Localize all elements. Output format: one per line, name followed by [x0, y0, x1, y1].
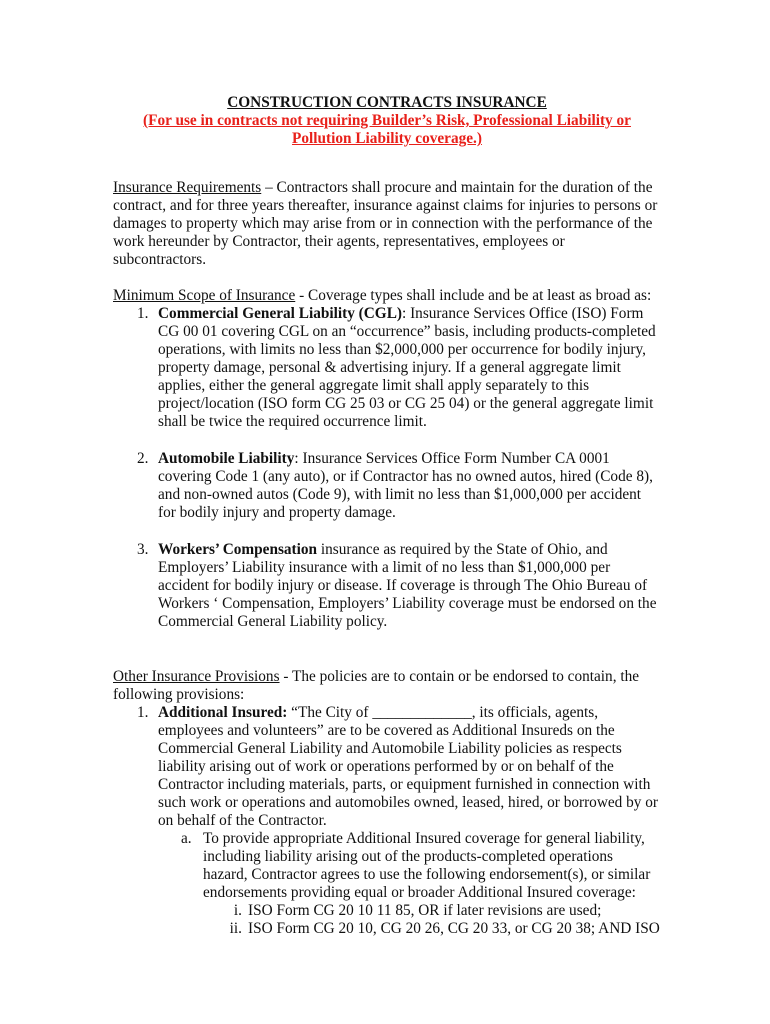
- document-title: CONSTRUCTION CONTRACTS INSURANCE: [227, 94, 547, 111]
- minimum-scope-paragraph: [113, 287, 661, 305]
- roman-numeral: ii.: [229, 920, 242, 937]
- list-item: [113, 450, 661, 522]
- list-item-text: : Insurance Services Office Form Number CA 0001 covering Code 1 (any auto), or if Contractor has no owned autos, hired (Code 8), and non-owned autos (Code 9), with limit no less than $1,000,000 per accident for bodily injury and property damage.: [158, 450, 653, 521]
- list-item-number: 1.: [137, 305, 149, 322]
- other-provisions-heading: Other Insurance Provisions: [113, 668, 280, 685]
- list-item-text: insurance as required by the State of Ohio, and Employers’ Liability insurance with a limit of no less than $1,000,000 per accident for bodily injury or disease. If coverage is through The Ohio Bureau of Workers ‘ Compensation, Employers’ Liability coverage must be endorsed on the Commercial General Liability policy.: [158, 541, 657, 630]
- other-provisions-paragraph: [113, 668, 661, 704]
- list-item-number: 1.: [137, 704, 149, 721]
- list-item: [113, 305, 661, 431]
- coverage-types-list: [113, 305, 661, 631]
- list-item-title: Additional Insured:: [158, 704, 288, 721]
- insurance-requirements-paragraph: [113, 179, 661, 269]
- roman-numeral: i.: [233, 902, 242, 919]
- document-subtitle: (For use in contracts not requiring Builder’s Risk, Professional Liability or Pollution Liability coverage.): [143, 112, 631, 147]
- list-item: [113, 704, 661, 938]
- list-item-title: Workers’ Compensation: [158, 541, 318, 558]
- list-item-text: “The City of _____________, its officials, agents, employees and volunteers” are to be covered as Additional Insureds on the Commercial General Liability and Automobile Liability policies as respects liability arising out of work or operations performed by or on behalf of the Contractor including materials, parts, or equipment furnished in connection with such work or operations and automobiles owned, leased, hired, or borrowed by or on behalf of the Contractor.: [158, 704, 658, 829]
- sub-list-text: To provide appropriate Additional Insured coverage for general liability, including liability arising out of the products-completed operations hazard, Contractor agrees to use the following endorsement(s), or similar endorsements providing equal or broader Additional Insured coverage:: [203, 830, 651, 901]
- list-item-title: Commercial General Liability (CGL): [158, 305, 403, 322]
- minimum-scope-heading: Minimum Scope of Insurance: [113, 287, 296, 304]
- list-item-number: 3.: [137, 541, 149, 558]
- insurance-requirements-text: – Contractors shall procure and maintain for the duration of the contract, and for three years thereafter, insurance against claims for injuries to persons or damages to property which may arise from or in connection with the performance of the work hereunder by Contractor, their agents, representatives, employees or subcontractors.: [113, 179, 658, 268]
- sub-list-letter: a.: [181, 830, 192, 847]
- list-item-title: Automobile Liability: [158, 450, 295, 467]
- roman-item-text: ISO Form CG 20 10 11 85, OR if later revisions are used;: [248, 902, 602, 919]
- list-item-number: 2.: [137, 450, 149, 467]
- insurance-requirements-heading: Insurance Requirements: [113, 179, 262, 196]
- roman-list-item: [203, 920, 661, 938]
- other-provisions-text: - The policies are to contain or be endorsed to contain, the following provisions:: [113, 668, 640, 703]
- provisions-list: [113, 704, 661, 938]
- document-page: [113, 94, 661, 938]
- list-item: [113, 541, 661, 631]
- list-item-text: : Insurance Services Office (ISO) Form CG 00 01 covering CGL on an “occurrence” basis, including products-completed operations, with limits no less than $2,000,000 per occurrence for bodily injury, property damage, personal & advertising injury. If a general aggregate limit applies, either the general aggregate limit shall apply separately to this project/location (ISO form CG 25 03 or CG 25 04) or the general aggregate limit shall be twice the required occurrence limit.: [158, 305, 656, 430]
- roman-item-text: ISO Form CG 20 10, CG 20 26, CG 20 33, or CG 20 38; AND ISO: [248, 920, 660, 937]
- minimum-scope-text: - Coverage types shall include and be at least as broad as:: [295, 287, 652, 304]
- roman-list-item: [203, 902, 661, 920]
- sub-list-item: [158, 830, 661, 938]
